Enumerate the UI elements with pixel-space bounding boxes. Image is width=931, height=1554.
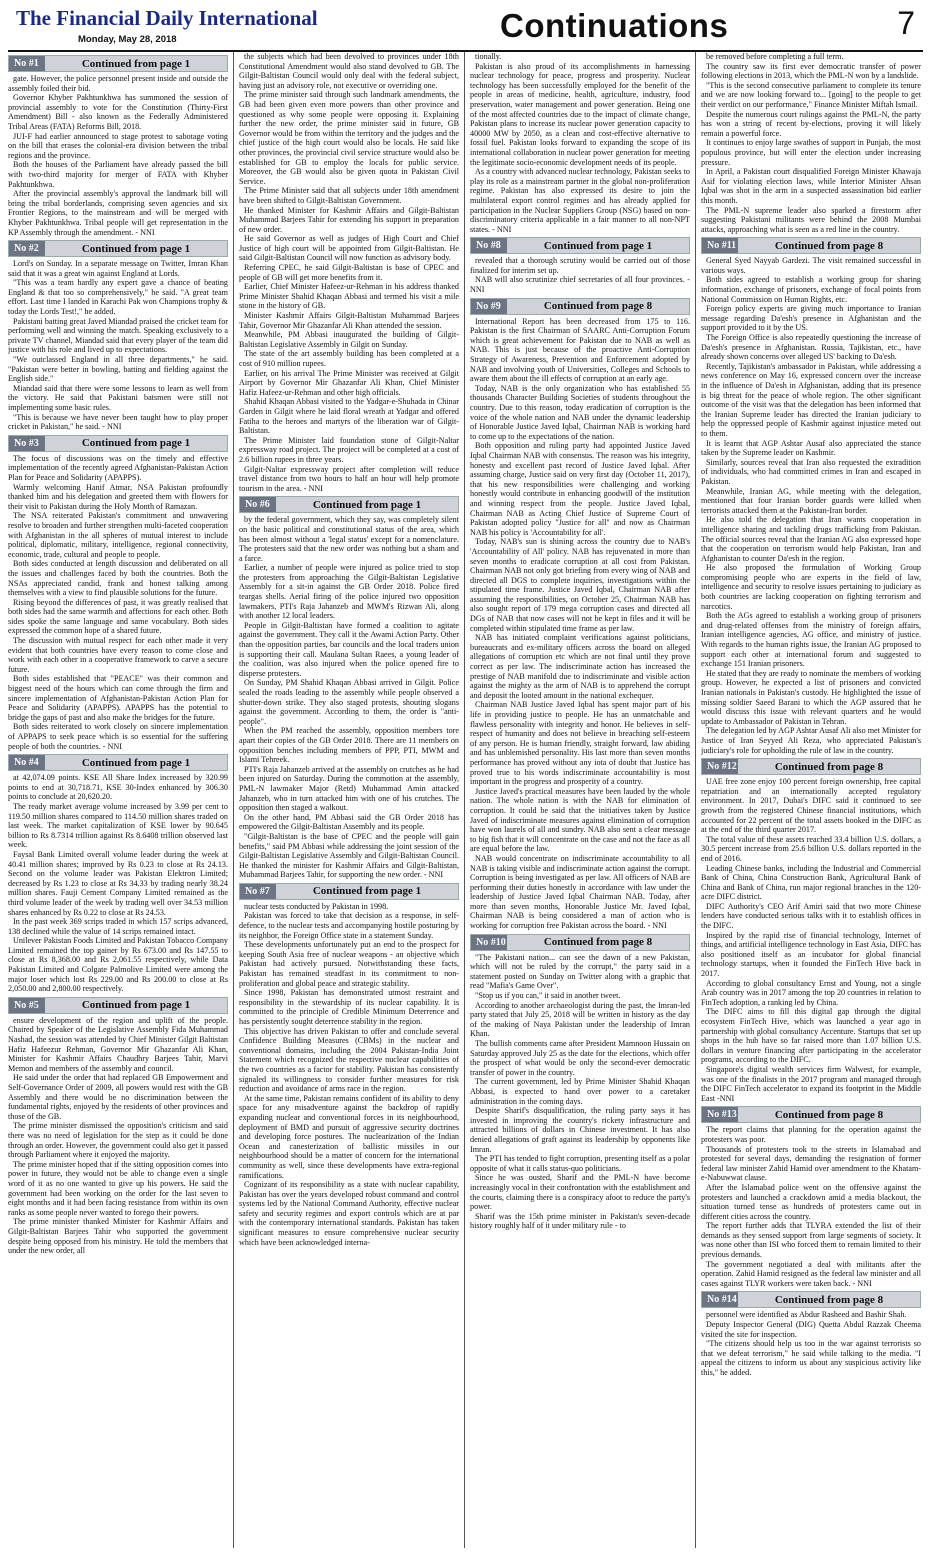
continuation-tag: No #14 [702,1292,738,1307]
paragraph: When the PM reached the assembly, opposition members tore apart their copies of the GB Order 2018. There are 11 members on opposition benches including members of PPP, PTI, MWM and Islami Tehreek. [239,726,459,765]
paragraph: JUI-F had earlier announced to stage protest to sabotage voting on the bill that erases the colonial-era division between the tribal regions and the province. [8,131,228,160]
continuation-title: Continued from page 8 [774,1108,884,1121]
paragraph: Pakistani batting great Javed Miandad praised the cricket team for performing well and winning the match. Speaking exclusively to a private TV channel, Miandad said that every player of the team did justice with his role and lived up to expectations. [8,316,228,355]
paragraph: Earlier, on his arrival The Prime Minister was received at Gilgit Airport by Governor Mir Ghazanfar Ali Khan, Chief Minister Hafiz Hafeez-ur-Rehman and other high officials. [239,368,459,397]
paragraph: As a country with advanced nuclear technology, Pakistan seeks to play its role as a mainstream partner in the global non-proliferation regime. Pakistan has also expressed its desire to join the multilateral export control regimes and has already applied for participation in the Nuclear Suppliers Group (NSG) based on non-discriminatory criteria applicable in a fair manner to all non-NPT states. - NNI [470,167,690,234]
paragraph: Earlier, Chief Minister Hafeez-ur-Rehman in his address thanked Prime Minister Shahid Khaqan Abbasi and termed his visit a mile stone in the history of GB. [239,282,459,311]
continuation-tag: No #11 [702,238,738,253]
paragraph: The Prime Minister laid foundation stone of Gilgit-Naltar expressway road project. The project will be completed at a cost of 2.6 billion rupees in three years. [239,435,459,464]
paragraph: by the federal government, which they say, was completely silent on the basic political and constitutional status of the area, which has been almost without a 'legal status' except for a nomenclature. The protesters said that the new order was nothing but a sham and a farce. [239,515,459,563]
paragraph: DIFC Authority's CEO Arif Amiri said that two more Chinese lenders have conducted serious talks with it to establish offices in the DIFC. [701,901,921,931]
article-block [8,55,228,237]
dateline: Monday, May 28, 2018 [78,34,177,45]
continuation-title: Continued from page 8 [543,936,653,949]
continuation-header [8,997,228,1014]
continuation-tag: No #8 [471,238,507,253]
column-rule [464,52,465,1548]
paragraph: On the other hand, PM Abbasi said the GB Order 2018 has empowered the Gilgit-Baltistan Assembly and its people. [239,812,459,832]
paragraph: Earlier, a number of people were injured as police tried to stop the protesters from approaching the Gilgit-Baltistan Legislative Assembly for a sit-in against the GB Order 2018. Police fired teargas shells. Aerial firing of the police injured two opposition lawmakers, PTI's Raja Jahanzeb and MWM's Rizwan Ali, along with another 12 local leaders. [239,563,459,621]
paragraph: be removed before completing a full term. [706,52,844,61]
masthead [8,4,923,52]
paragraph: Meanwhile, Iranian AG, while meeting with the delegation, mentioned that four Iranian border guards were killed when terrorists attacked them at the Pakistan-Iran border. [701,486,921,515]
paragraph: Despite the numerous court rulings against the PML-N, the party has won a string of recent by-elections, proving it will likely remain a powerful force. [701,109,921,138]
paragraph: Referring CPEC, he said Gilgit-Baltistan is base of CPEC and people of GB will get more benefits from it. [239,263,459,282]
article-block [701,758,921,1103]
paragraph: He said Governor as well as judges of High Court and Chief Justice of high court will be appointed from Gilgit-Baltistan. He said Gilgit-Baltistan Council will now function as advisory body. [239,234,459,263]
article-block [470,298,690,931]
paragraph: "Gilgit-Baltistan is the base of CPEC and the people will gain benefits," said PM Abbasi while addressing the joint session of the Gilgit-Baltistan Legislative Assembly and Gilgit-Baltistan Council. He thanked the minister for Kashmir Affairs and Gilgit-Baltistan, Muhammad Barjees Tahir, for supporting the new order. - NNI [239,831,459,880]
article-block [239,883,459,1247]
continuation-tag: No #6 [240,497,276,512]
column-3 [470,52,690,1548]
paragraph: Warmly welcoming Hanif Atmar, NSA Pakistan profoundly thanked him and his delegation and greeted them with flowers for their visit to Pakistan during the Holy Month of Ramazan. [8,482,228,511]
paragraph: The prime minister hoped that if the sitting opposition comes into power in future, they would not be able to change even a single word of it as no one wanted to give up his powers. He said the government had been working on the order for the last seven to eight months and it had been facing resistance from within its own ranks as some people never wanted to forego their powers. [8,1159,228,1217]
paragraph: The prime minister dismissed the opposition's criticism and said there was no need of legislation for the step as it could be done through an order. However, the government could also get it passed through Parliament where it enjoyed the majority. [8,1121,228,1160]
paragraph: "This is the second consecutive parliament to complete its tenure and we are now looking forward to... [going] to the people to get their verdict on our performance," Finance Minister Miftah Ismail. [701,80,921,109]
paragraph: revealed that a thorough scrutiny would be carried out of those finalized for interim set up. [470,256,690,275]
paragraph: Since 1998, Pakistan has demonstrated utmost restraint and responsibility in the stewardship of its nuclear capability. It is committed to the principle of Credible Minimum Deterrence and has persistently sought deterrence stability in the region. [239,988,459,1026]
paragraph: He stated that they are ready to nominate the members of working group. However, he expected a list of prisoners and convicted Iranian nationals in Pakistan's custody. He highlighted the issue of missing soldier Saeed Barani to which the AGP assured that he would discuss this issue with relevant quarters and he would update to Ambassador of Pakistan in Tehran. [701,668,921,726]
paragraph: In April, a Pakistan court disqualified Foreign Minister Khawaja Asif for violating election laws, while Interior Minister Ahsan Iqbal was shot in the arm in a suspected assassination bid earlier this month. [701,167,921,205]
paragraph: The DIFC aims to fill this digital gap through the digital ecosystem FinTech Hive, which was launched a year ago in partnership with global consultancy Accenture. Startups that set up shops in the hub have so far raised more than 1.07 billion U.S. dollars in venture financing after participating in the accelerator programs, according to the DIFC. [701,1007,921,1065]
paragraph: NAB has initiated complaint verifications against politicians, bureaucrats and ex-military officers across the board on alleged allegations of corruption etc which are not final until they prove correct as per law. The indiscriminate action has increased the prestige of NAB manifold due to indiscriminate and visible action against the mighty as the arm of NAB is to apprehend the corrupt and deposit the looted amount in the national exchequer. [470,633,690,700]
article-block [239,496,459,880]
paragraph: The current government, led by Prime Minister Shahid Khaqan Abbasi, is expected to hand over power to a caretaker administration in the coming days. [470,1077,690,1106]
article-block [8,240,228,432]
paragraph: "The Pakistani nation... can see the dawn of a new Pakistan, which will not be ruled by the corrupt," the party said in a statement posted on Sunday on Twitter along with a graphic that read "Mafia's Game Over". [470,952,690,991]
paragraph: Deputy Inspector General (DIG) Quetta Abdul Razzak Cheema visited the site for inspection. [701,1320,921,1339]
section-title: Continuations [500,7,729,44]
continuation-tag: No #9 [471,299,507,314]
continuation-title: Continued from page 8 [774,1293,884,1306]
article-block [470,934,690,1231]
paragraph: Rising beyond the differences of past, it was greatly realised that both sides had the same warmth and affections for each other. Both sides spoke the same language and same vocabulary. Both sides expressed the common hope of a shared future. [8,597,228,636]
paragraph: At the same time, Pakistan remains confident of its ability to deny space for any misadventure against the backdrop of rapidly expanding nuclear and conventional forces in its neighbourhood, deployment of BMD and pursuit of aggressive security doctrines and developing force postures. The nuclearization of the Indian Ocean and canesterization of ballistic missiles in our neighbourhood should be a matter of concern for the international community as well, since these developments have extra-regional ramifications. [239,1093,459,1180]
continuation-header [470,298,690,315]
paragraph: According to global consultancy Ernst and Young, not a single Arab country was in 2017 among the top 20 countries in relation to FinTech adoption, a ranking led by China. [701,978,921,1007]
paragraph: It is learnt that AGP Ashtar Ausaf also appreciated the stance taken by the Supreme leader on Kashmir. [701,438,921,458]
paragraph: Unilever Pakistan Foods Limited and Pakistan Tobacco Company Limited remained the top gainer by Rs 673.00 and Rs 147.55 to close at Rs 8,368.00 and Rs 2,061.55 respectively, while Data Pakistan Limited and Colgate Palmolive Limited were among the major loser which lost Rs 229.00 and Rs 200.00 to close at Rs 2,050.00 and 2,800.00 respectively. [8,936,228,994]
paragraph: the subjects which had been devolved to provinces under 18th Constitutional Amendment would also stand devolved to GB. The Gilgit-Baltistan Council would only deal with the federal subject, having just an advisory role, not executive or overriding one. [239,52,459,90]
column-1 [8,52,228,1548]
paragraph: He thanked Minister for Kashmir Affairs and Gilgit-Baltistan Muhammad Barjees Tahir for extending his support in preparation of new order. [239,205,459,234]
paragraph: personnel were identified as Abdur Rasheed and Bashir Shah. [706,1310,907,1320]
paragraph: Recently, Tajikistan's ambassador in Pakistan, while addressing a news conference on May 16, expressed concern over the increase in the influence of Da'esh in Afghanistan, adding that its presence is big threat for the peace of whole region. The other significant outcome of the visit was that the delegation has been informed that the Iranian Supreme leader has directed the Iranian judiciary to help the oppressed people of Kashmir against injustice meted out to them. [701,361,921,438]
continuation-tag: No #10 [471,935,507,950]
paragraph: tionally. [475,52,502,61]
continuation-title: Continued from page 1 [81,57,191,70]
paragraph: The state of the art assembly building has been completed at a cost of 910 million rupees. [239,349,459,368]
continuation-header [470,934,690,951]
article-block [701,1106,921,1288]
paragraph: Singapore's digital wealth services firm Walwest, for example, was one of the finalists in the 2017 program and managed through the DIFC FinTech accelerator to expand its footprint in the Middle East -NNI [701,1064,921,1103]
continuation-title: Continued from page 8 [774,239,884,252]
paragraph: Pakistan is also proud of its accomplishments in harnessing nuclear technology for peace, progress and prosperity. Nuclear technology has been successfully employed for the benefit of the people in areas of medicine, health, agriculture, industry, food preservation, water management and power generation. Being one of the most affected countries due to the impact of climate change, Pakistan plans to increase its nuclear power generation capacity to 40000 MW by 2050, as a clean and cost-effective alternative to fossil fuel. Pakistan looks forward to expanding the scope of its international collaboration in nuclear power generation for meeting the legitimate socio-economic development needs of its people. [470,61,690,167]
article-block [701,237,921,755]
continuation-title: Continued from page 1 [312,498,422,511]
paragraph: The country saw its first ever democratic transfer of power following elections in 2013, which the PML-N won by a landslide. [701,61,921,81]
paragraph: The NSA reiterated Pakistan's commitment and unwavering resolve to broaden and further strengthen multi-faceted cooperation with Afghanistan in the all spheres of mutual interest to include political, diplomatic, military, intelligence, regional connectivity, economic, trade, cultural and people to people. [8,511,228,559]
paragraph: After the provincial assembly's approval the landmark bill will bring the tribal borderlands, comprising seven agencies and six Frontier Regions, to the mainstream and will be merged with Khyber Pakhtunkhwa. Tribal people will get representation in the KP Assembly through the amendment. - NNI [8,189,228,237]
paragraph: "Stop us if you can," it said in another tweet. [475,991,621,1001]
paragraph: Gilgit-Naltar expressway project after completion will reduce travel distance from two hours to half an hour will help promote tourism in the area. - NNI [239,464,459,493]
paragraph: The discussion with mutual respect for each other made it very evident that both countries have every reason to come close and work with each other in a cooperative framework to carve a secure future. [8,636,228,674]
paragraph: Both sides conducted at length discussion and deliberated on all the issues and challenges faced by both the countries. Both the NSAs appreciated candid, frank and honest talking among themselves with a view to find plausible solutions for the future. [8,559,228,598]
paragraph: The ready market average volume increased by 3.99 per cent to 119.50 million shares compared to 114.50 million shares traded on last week. The market capitalization of KSE lower by 90.645 billion to Rs 8.7314 trillion against Rs 8.6408 trillion observed last week. [8,801,228,850]
article-block [8,997,228,1256]
paragraph: Minister Kashmir Affairs Gilgit-Baltistan Muhammad Barjees Tahir, Governor Mir Ghazanfar Ali Khan attended the session. [239,311,459,330]
continuation-title: Continued from page 8 [774,760,884,773]
paragraph: Both sides agreed to establish a working group for sharing information, exchange of prisoners, exchange of focal points from National Commission on Human Rights, etc. [701,275,921,304]
paragraph: Meanwhile, PM Abbasi inaugurated the building of Gilgit-Baltistan Legislative Assembly in Gilgit on Sunday. [239,330,459,349]
paragraph: Governor Khyber Pakhtunkhwa has summoned the session of provincial assembly to vote for the Constitution (Thirty-First Amendment) Bill - also known as the Federally Administered Tribal Areas (FATA) Reforms Bill, 2018. [8,93,228,131]
paragraph: at 42,074.09 points. KSE All Share Index increased by 320.99 points to end at 30,718.71, KSE 30-Index enhanced by 306.30 points to conclude at 20,620.20. [8,773,228,802]
paragraph: These developments unfortunately put an end to the prospect for keeping South Asia free of nuclear weapons - an objective which Pakistan had actively pursued. Notwithstanding these facts, Pakistan has remained steadfast in its commitment to non-proliferation and global peace and strategic stability. [239,940,459,988]
paragraph: Both sides established that "PEACE" was their common and biggest need of the hours which can come through the firm and sincere implementation of Afghanistan-Pakistan Action Plan for Peace and Solidarity (APAPPS). APAPPS has the potential to bridge the gaps of past and also make the bridges for the future. [8,674,228,722]
paragraph: "We outclassed England in all three departments," he said. "Pakistan were better in bowling, batting and fielding against the English side." [8,355,228,384]
paragraph: Both the houses of the Parliament have already passed the bill with two-third majority for merger of FATA with Khyber Pakhtunkhwa. [8,160,228,189]
paragraph: NAB would concentrate on indiscriminate accountability to all NAB is taking visible and indiscriminate action against the corrupt. Corruption is being investigated as per law. All officers of NAB are performing their duties honestly in accordance with law under the leadership of Justice Javed Iqbal Chairman NAB. Today, after more than seven months, Honorable Justice Mr. Javed Iqbal, Chairman NAB is being considered a man of action who is working for corruption free Pakistan across the board. - NNI [470,853,690,931]
paragraph: "This was a team hardly any expert gave a chance of beating England & that too so comprehensively," he said. "A great team effort. Last time I landed in Karachi Pak won Champions trophy & today the Lords Test!," he added. [8,278,228,317]
paragraph: Thousands of protesters took to the streets in Islamabad and protested for several days, demanding the resignation of former federal law minister Zahid Hamid over amendment to the Khatam-e-Nabuwwat clause. [701,1144,921,1183]
paragraph: The delegation led by AGP Ashtar Ausaf Ali also met Minister for Justice of Iran Seyyed Ali Reza, who appreciated Pakistan's judiciary's role for upholding the rule of law in the country. [701,726,921,755]
continuation-tag: No #12 [702,759,738,774]
paragraph: Miandad said that there were some lessons to learn as well from the victory. He said that Pakistani batsmen were still not implementing some basic rules. [8,383,228,412]
paragraph: Justice Javed's practical measures have been lauded by the whole nation. The whole nation is with the NAB for elimination of corruption. It could be said that the initiatives taken by Justice Javed of indiscriminate measures against elimination of corruption have won laurels of all and sundry. NAB also sent a clear message to big fish that it will concentrate on the case and not the face as all are equal before the law. [470,786,690,854]
paragraph: Cognizant of its responsibility as a state with nuclear capability, Pakistan has over the years developed robust command and control systems led by the National Command Authority, effective nuclear safety and security regimes and export controls which are at par with the contemporary international standards. Pakistan has taken significant measures to ensure comprehensive nuclear security which have been acknowledged interna- [239,1180,459,1247]
continuation-tag: No #2 [9,241,45,256]
paragraph: The total value of these assets reached 33.4 billion U.S. dollars, a 30.5 percent increase from 25.6 billion U.S. dollars reported in the end of 2016. [701,834,921,863]
continuation-header [701,1291,921,1308]
page-number: 7 [897,5,915,41]
continuation-tag: No #3 [9,436,45,451]
paragraph: He also proposed the formulation of Working Group compromising people who are experts in the field of law, intelligence and security to resolve issues pertaining to judiciary as both countries are lacking cooperation on fighting terrorism and narcotics. [701,563,921,611]
paragraph: Both opposition and ruling party had appointed Justice Javed Iqbal Chairman NAB with consensus. The reason was his integrity, honesty and excellent past record of Justice Javed Iqbal. After assuming charge, Justice said on very first day (October 11, 2017), that his new responsibilities were challenging and working honestly would contribute in enhancing goodwill of the institution and winning respect from the people. Justice Javed Iqbal, Chairman NAB as Acting Chief Justice of Supreme Court of Pakistan adopted policy "Justice for all" and now as Chairman NAB his policy is 'Accountability for all'. [470,441,690,537]
column-rule [695,52,696,1548]
paragraph: NAB will also scrutinize chief secretaries of all four provinces. - NNI [470,275,690,295]
paragraph: Since he was ousted, Sharif and the PML-N have become increasingly vocal in their confrontation with the establishment and the courts, claiming there is a conspiracy afoot to reduce the party's power. [470,1173,690,1212]
paragraph: Both sides reiterated to work closely on sincere implementation of APPAPS to seek peace which is so essential for the suffering people of both the countries. - NNI [8,722,228,751]
paragraph: International Report has been decreased from 175 to 116. Pakistan is the first Chairman of SAARC Anti-Corruption Forum which is great achievement for Pakistan due to NAB as well as NAB. This is just because of the proactive Anti-Corruption Strategy of Awareness, Prevention and Enforcement adopted by NAB and involving youth of Universities, Colleges and Schools to aware them about the ill effects of corruption at an early age. [470,316,690,384]
article-block [470,237,690,294]
paragraph: The report claims that planning for the operation against the protesters was poor. [701,1125,921,1144]
column-2 [239,52,459,1548]
paragraph: After the Islamabad police went on the offensive against the protesters and launched a crackdown amid a media blackout, the situation turned tense as hundreds of protesters came out in different cities across the country. [701,1182,921,1221]
continuation-tag: No #7 [240,884,276,899]
continuation-title: Continued from page 1 [81,756,191,769]
paragraph: Sharif was the 15th prime minister in Pakistan's seven-decade history roughly half of it under military rule - to [470,1211,690,1231]
article-block [239,52,459,493]
paragraph: Similarly, sources reveal that Iran also requested the extradition of individuals, who had committed crimes in Iran and escaped in Pakistan. [701,457,921,486]
article-block [701,1291,921,1377]
continuation-header [8,754,228,771]
paragraph: PTI's Raja Jahanzeb arrived at the assembly on crutches as he had been injured on Saturday. During the commotion at the assembly, PML-N lawmaker Major (Retd) Muhammad Amin attacked Jahanzeb, who in turn attacked him with one of his crutches. The opposition then staged a walkout. [239,764,459,813]
paragraph: ensure development of the region and uplift of the people. Chaired by Speaker of the Legislative Assembly Fida Muhammad Nashad, the session was attended by Chief Minister Gilgit Baltistan Hafiz Hafeezur Rehman, Governor Mir Ghazanfar Ali Khan, Minister for Kashmir Affairs Chaudhry Barjees Tahir, Marvi Memon and members of the assembly and council. [8,1015,228,1073]
paragraph: The prime minister thanked Minister for Kashmir Affairs and Gilgit-Baltistan Barjees Tahir who supported the government despite being opposed from his ministry. He told the members that under the new order, all [8,1217,228,1256]
column-rule [233,52,234,1548]
paragraph: Pakistan was forced to take that decision as a response, in self-defence, to the nuclear tests and accompanying hostile posturing by its neighbor, the Foreign Office state in a statement Sunday. [239,911,459,940]
paragraph: Chairman NAB Justice Javed Iqbal has spent major part of his life in providing justice to people. He has an unmatchable and flawless personality with integrity and honor. He believes in self-respect of humanity and does not believe in breaching self-esteem of any person. He is human friendly, straight forward, law abiding and has unblemished personality. His last more than seven months performance has proved without any iota of doubt that Justice has proved true to his words indiscriminate accountability is most important in the progress and prosperity of a country. [470,700,690,787]
paragraph: In the past week 369 scrips traded in which 157 scrips advanced, 138 declined while the value of 14 scrips remained intact. [8,917,228,936]
paragraph: The PML-N supreme leader also sparked a firestorm after suggesting Pakistani militants were behind the 2008 Mumbai attacks, approaching what is seen as a red line in the country. [701,205,921,234]
paragraph: Leading Chinese banks, including the Industrial and Commercial Bank of China, China Construction Bank, Agricultural Bank of China and Bank of China, run major regional branches in the 120-acre DIFC district. [701,863,921,902]
continuation-header [239,496,459,513]
article-block [8,435,228,751]
paragraph: UAE free zone enjoy 100 percent foreign ownership, free capital repatriation and an internationally accepted regulatory environment. In 2017, Dubai's DIFC said it continued to see growth from the registered Chinese financial institutions, which accounted for 22 percent of the total assets booked in the DIFC as at the end of the third quarter 2017. [701,777,921,835]
paragraph: Despite Sharif's disqualification, the ruling party says it has invested in improving the country's rickety infrastructure and attracted billions of dollars in Chinese investment. It has also denied allegations of graft against its leadership by opponents like Imran. [470,1106,690,1154]
paragraph: On Sunday, PM Shahid Khaqan Abbasi arrived in Gilgit. Police sealed the roads leading to the assembly while people observed a shutter-down strike. They also staged protests, shouting slogans against the government. According to them, the order is "anti-people". [239,678,459,726]
continuation-title: Continued from page 1 [81,999,191,1012]
continuation-header [701,237,921,254]
paragraph: The PTI has tended to fight corruption, presenting itself as a polar opposite of what it calls status-quo politicians. [470,1154,690,1173]
paragraph: Lord's on Sunday. In a separate message on Twitter, Imran Khan said that it was a great win against England at Lords. [8,259,228,278]
paragraph: nuclear tests conducted by Pakistan in 1998. [244,901,389,911]
paragraph: Foreign policy experts are giving much importance to Iranian message regarding Da'esh's presence in Afghanistan and the support provided to it by the US. [701,304,921,333]
paragraph: "This is because we have never been taught how to play proper cricket in Pakistan," he said. - NNI [8,412,228,432]
continuation-header [8,240,228,257]
paragraph: The bullish comments came after President Mamnoon Hussain on Saturday approved July 25 as the date for the elections, which offer the prospect of what would be only the second-ever democratic transfer of power in the country. [470,1039,690,1077]
continuation-header [239,883,459,900]
paragraph: Faysal Bank Limited overall volume leader during the week at 40.41 million shares; improved by Rs 0.23 to close at Rs 24.13. Second on the volume leader was Pakistan Elektron Limited; decreased by Rs 1.23 to close at Rs 34.33 by trading nearly 38.24 million shares. Fauji Cement Company Limited remained as the third volume leader of the week by trading well over 34.53 million shares enhanced by Rs 0.22 to close at Rs 24.53. [8,849,228,917]
continuation-header [8,435,228,452]
paragraph: Today, NAB is the only organization who has established 55 thousands Character Building Societies of students throughout the country. Due to this reason, today eradication of corruption is the voice of the whole nation and NAB under the dynamic leadership of Honorable Justice Javed Iqbal, Chairman NAB is working hard to come up to the expectations of the nation. [470,383,690,441]
paragraph: He also told the delegation that Iran wants cooperation in intelligence sharing and tackling drugs trafficking from Pakistan. The official sources reveal that the Iranian AG also expressed hope that the cooperation on terrorism would help Pakistan, Iran and Afghanistan to counter Da'esh in the region. [701,515,921,563]
article-block [8,754,228,994]
continuation-tag: No #5 [9,998,45,1013]
paragraph: According to another archaeologist during the past, the Imran-led party stated that July 25, 2018 will be written in history as the day of the making of Naya Pakistan under the leadership of Imran Khan. [470,1000,690,1039]
continuation-header [701,758,921,775]
paragraph: It continues to enjoy large swathes of support in Punjab, the most populous province, but will enter the election under increasing pressure. [701,138,921,167]
paragraph: Inspired by the rapid rise of financial technology, Internet of things, and artificial intelligence technology in East Asia, DIFC has also positioned itself as an incubator for global financial technology startups, when it founded the FinTech Hive back in 2017. [701,930,921,979]
paragraph: This objective has driven Pakistan to offer and conclude several Confidence Building Measures (CBMs) in the nuclear and conventional domains, including the 2004 Pakistan-India Joint Statement which recognized the respective nuclear capabilities of the two countries as a factor for stability. Pakistan has consistently signaled its willingness to consider further measures for risk reduction and avoidance of arms race in the region. [239,1026,459,1094]
paragraph: "The citizens should help us too in the war against terrorists so that we defeat terrorism," he said while talking to the media. "I appeal the citizens to inform us about any suspicious activity like this," he added. [701,1339,921,1377]
paragraph: The focus of discussions was on the timely and effective implementation of the recently agreed Afghanistan-Pakistan Action Plan for Peace and Solidarity (APAPPS). [8,453,228,482]
article-block [701,52,921,234]
continuation-header [8,55,228,72]
continuation-title: Continued from page 8 [543,300,653,313]
paragraph: Shahid Khaqan Abbasi visited to the Yadgar-e-Shuhada in Chinar Garden in Gilgit where he laid floral wreath at Yadgar and offered Fatiha to the heroes and martyrs of the liberation war of Gilgit-Baltistan. [239,397,459,436]
article-block [470,52,690,234]
paragraph: The Prime Minister said that all subjects under 18th amendment have been shifted to Gilgit-Baltistan Government. [239,186,459,205]
columns [8,52,923,1548]
paper-name: The Financial Daily International [16,6,318,30]
column-4 [701,52,921,1548]
paragraph: General Syed Nayyab Gardezi. The visit remained successful in various ways. [701,256,921,275]
continuation-header [701,1106,921,1123]
continuation-tag: No #13 [702,1107,738,1122]
paragraph: People in Gilgit-Baltistan have formed a coalition to agitate against the government. They call it the Awami Action Party. Other than the opposition parties, bar councils and the local traders union is supporting their call. Maulana Sultan Raees, a young leader of the coalition, was also injured when the police opened fire to disperse protesters. [239,620,459,678]
continuation-tag: No #4 [9,755,45,770]
paragraph: gate. However, the police personnel present inside and outside the assembly foiled their bid. [8,74,228,93]
continuation-title: Continued from page 1 [543,239,653,252]
paragraph: The report further adds that TLYRA extended the list of their demands as they sensed support from large segments of society. It was none other than ISI who forced them to remain limited to their previous demands. [701,1221,921,1260]
paragraph: He said under the order that had replaced GB Empowerment and Self-Governance Order of 2009, all powers would rest with the GB Assembly and there would be no discrimination between the fundamental rights, enjoyed by the residents of other provinces and those of the GB. [8,1073,228,1121]
paragraph: The Foreign Office is also repeatedly questioning the increase of Da'esh's presence in Afghanistan. Russia, Tajikistan, etc., have already shown concerns over alleged US' backing to Da'esh. [701,333,921,362]
paragraph: Today, NAB's sun is shining across the country due to NAB's 'Accountability of All' policy. NAB has rejuvenated in more than seven months to eradicate corruption at all cost from Pakistan. Chairman NAB not only got briefing from every wing of NAB and directed all DGS to complete inquiries, investigations within the stipulated time frame. Justice Javed Iqbal, Chairman NAB after assuming the responsibilities, on October 25, Chairman NAB has also sought report of 179 mega corruption cases and directed all DGs of NAB that now cases will not be kept in files and it will be completed within stipulated time frame as per law. [470,537,690,633]
continuation-title: Continued from page 1 [312,885,422,898]
continuation-title: Continued from page 1 [81,242,191,255]
continuation-title: Continued from page 1 [81,437,191,450]
continuation-header [470,237,690,254]
paragraph: The prime minister said through such landmark amendments, the GB had been given even more powers than other province and questioned as why some people were opposing it. Explaining further the new order, the prime minister said in future, GB Governor would be from within the territory and the judges and the chief justice of the high court would also be locals. He said like other provinces, the provincial civil service structure would also be established for GB to employ the locals for public service. Moreover, the GB would also be given quota in Pakistan Civil Service. [239,90,459,186]
continuation-tag: No #1 [9,56,45,71]
paragraph: Both the AGs agreed to establish a working group of prisoners and drug-related offenses from the ministry of foreign affairs, Iranian intelligence agencies, AG office, and ministry of justice. With regards to the human rights issue, the Iranian AG proposed to support each other at international forum and suggested to exchange 151 Iranian prisoners. [701,611,921,669]
paragraph: The government negotiated a deal with militants after the operation. Zahid Hamid resigned as the federal law minister and all cases against TLYR workers were taken back. - NNI [701,1259,921,1288]
